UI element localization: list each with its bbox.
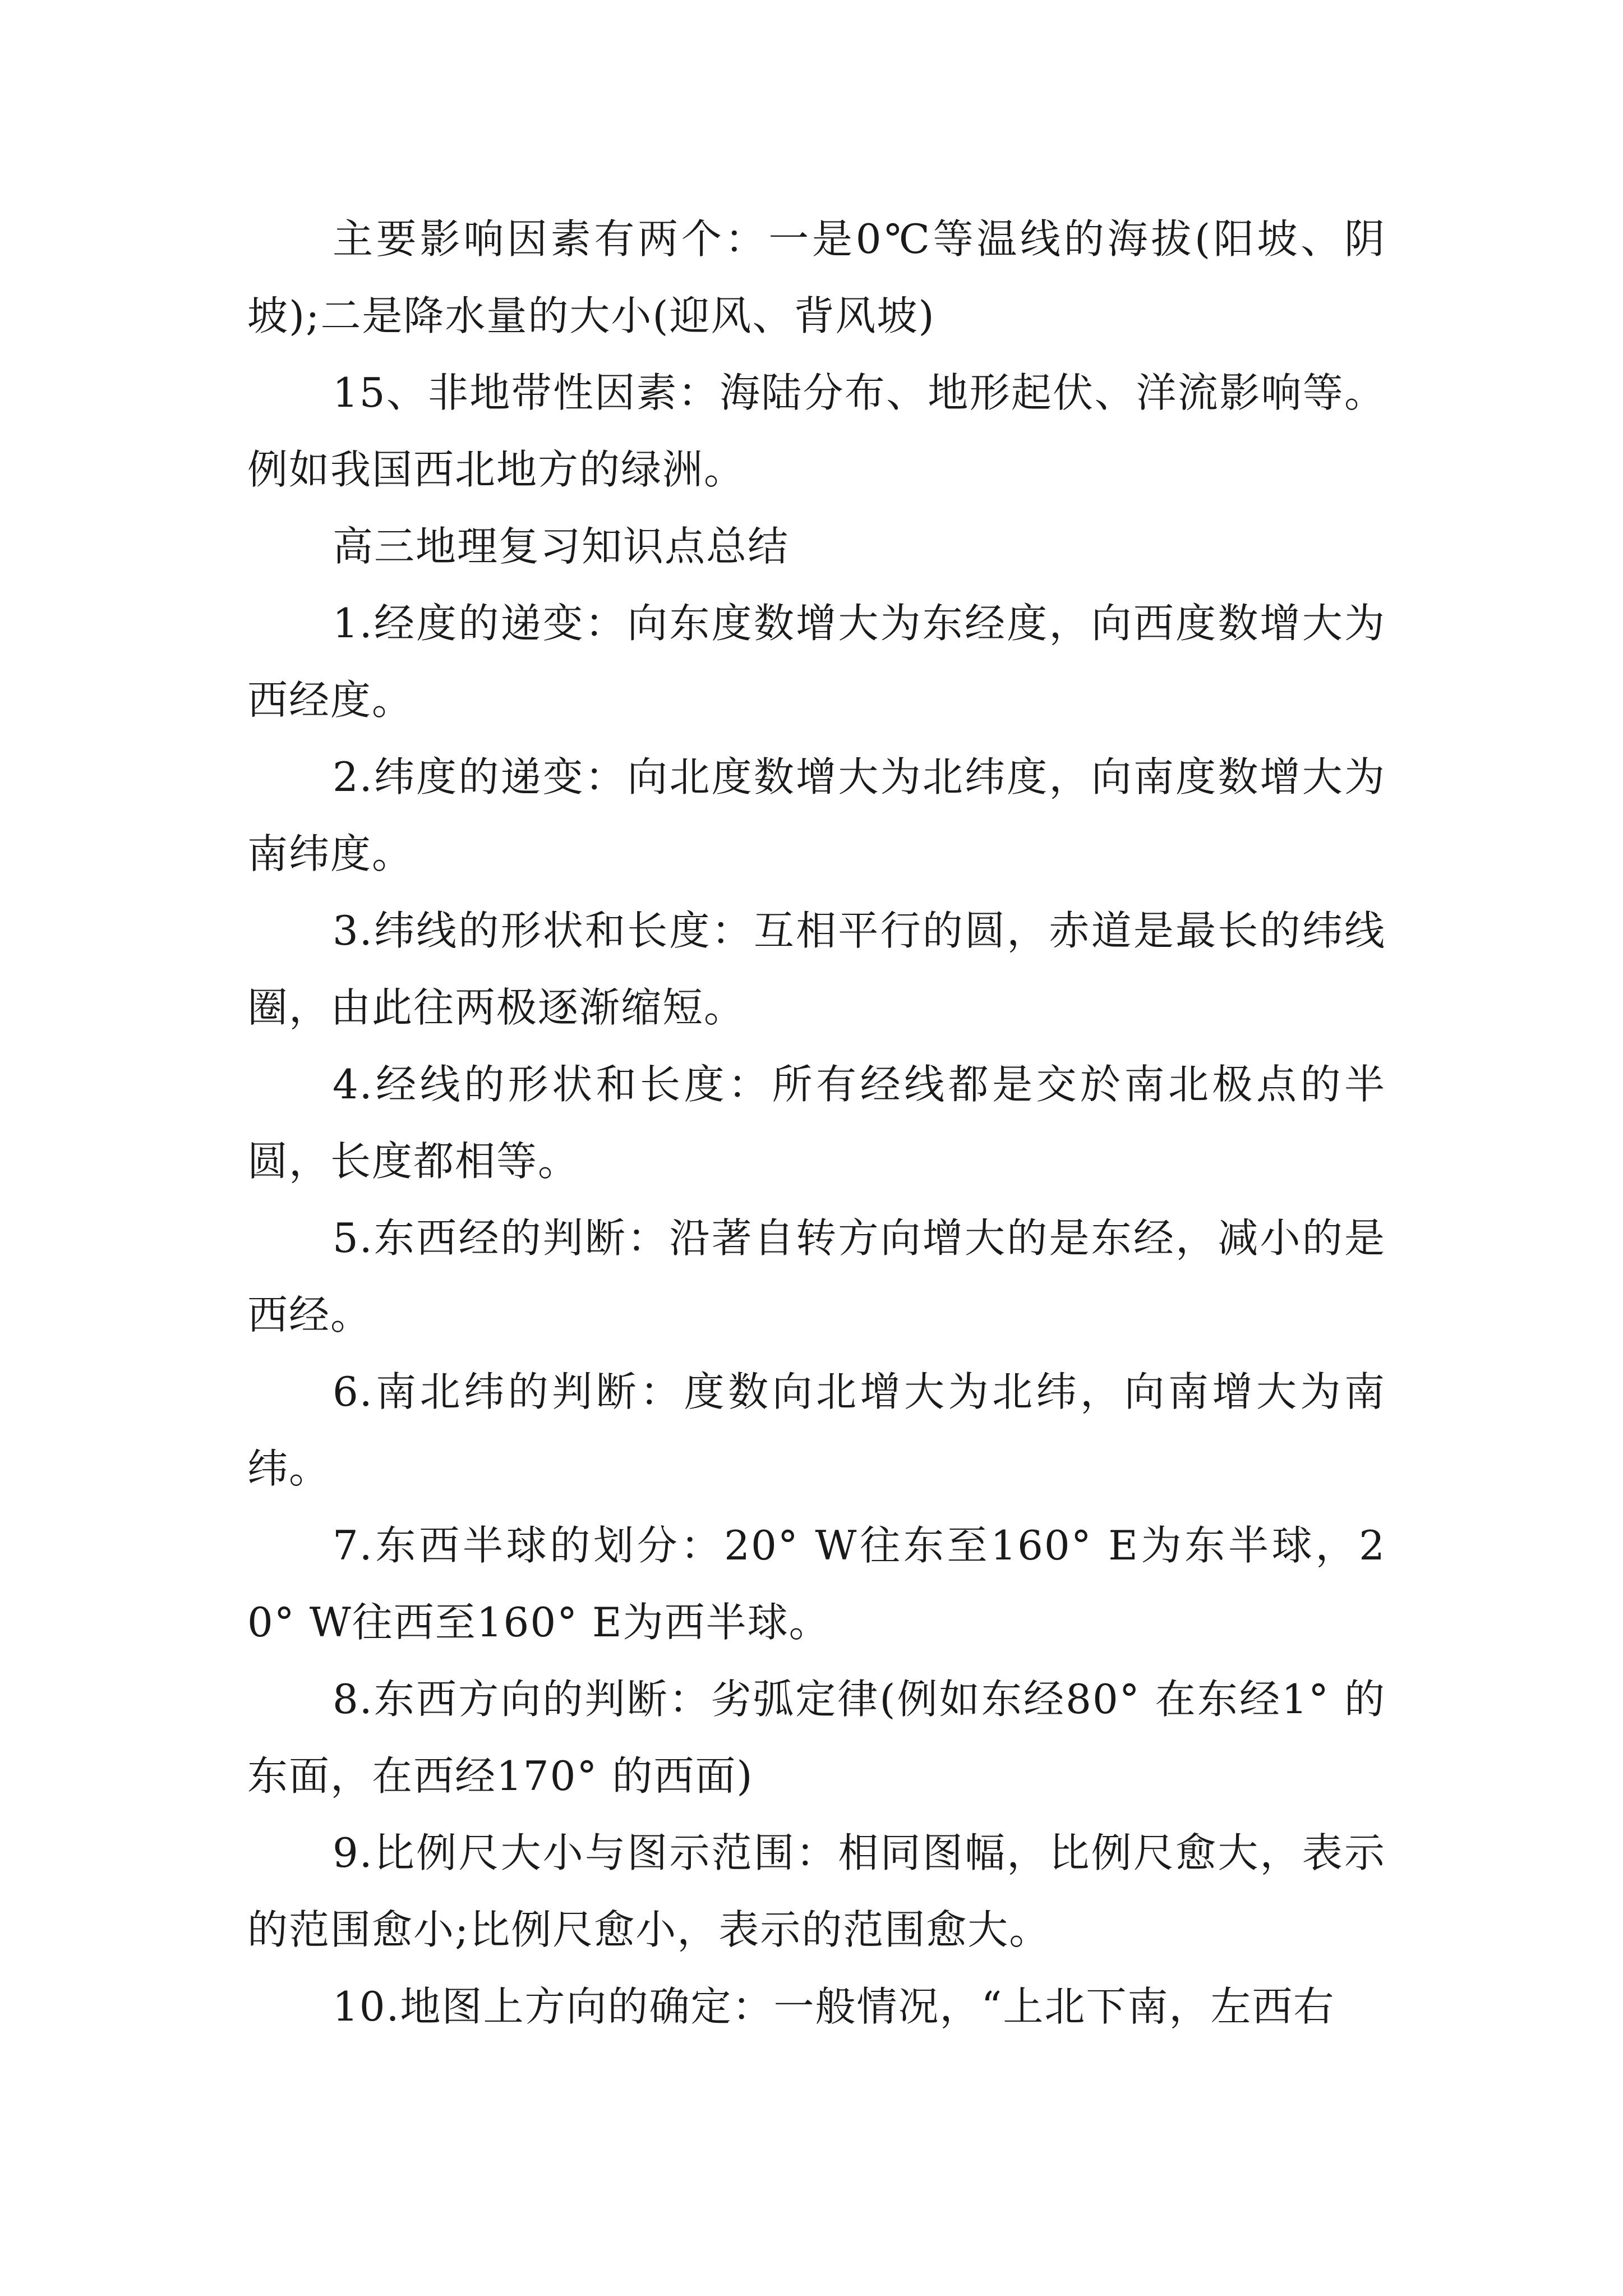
paragraph-parallel-shape: 3.纬线的形状和长度：互相平行的圆，赤道是最长的纬线圈，由此往两极逐渐缩短。 [247,907,1386,1031]
paragraph-direction-judgement: 8.东西方向的判断：劣弧定律(例如东经80° 在东经1° 的东面，在西经170° 的西面) [247,1676,1386,1800]
paragraph-hemisphere-division: 7.东西半球的划分：20° W往东至160° E为东半球，20° W往西至160° E为西半球。 [247,1522,1386,1646]
paragraph-azonal-factors: 15、非地带性因素：海陆分布、地形起伏、洋流影响等。例如我国西北地方的绿洲。 [247,369,1386,493]
paragraph-map-direction: 10.地图上方向的确定：一般情况，“上北下南，左西右 [333,1983,1335,2030]
paragraph-scale-range: 9.比例尺大小与图示范围：相同图幅，比例尺愈大，表示的范围愈小;比例尺愈小，表示的范围愈大。 [247,1829,1386,1953]
body-text [247,201,1386,2045]
section-heading: 高三地理复习知识点总结 [333,523,790,570]
paragraph-east-west-longitude: 5.东西经的判断：沿著自转方向增大的是东经，减小的是西经。 [247,1214,1386,1338]
paragraph-latitude-change: 2.纬度的递变：向北度数增大为北纬度，向南度数增大为南纬度。 [247,753,1386,877]
paragraph-north-south-latitude: 6.南北纬的判断：度数向北增大为北纬，向南增大为南纬。 [247,1368,1386,1492]
paragraph-longitude-change: 1.经度的递变：向东度数增大为东经度，向西度数增大为西经度。 [247,600,1386,724]
paragraph-meridian-shape: 4.经线的形状和长度：所有经线都是交於南北极点的半圆，长度都相等。 [247,1061,1386,1185]
paragraph-altitude-factors: 主要影响因素有两个：一是0℃等温线的海拔(阳坡、阴坡);二是降水量的大小(迎风、背风坡) [247,215,1386,339]
